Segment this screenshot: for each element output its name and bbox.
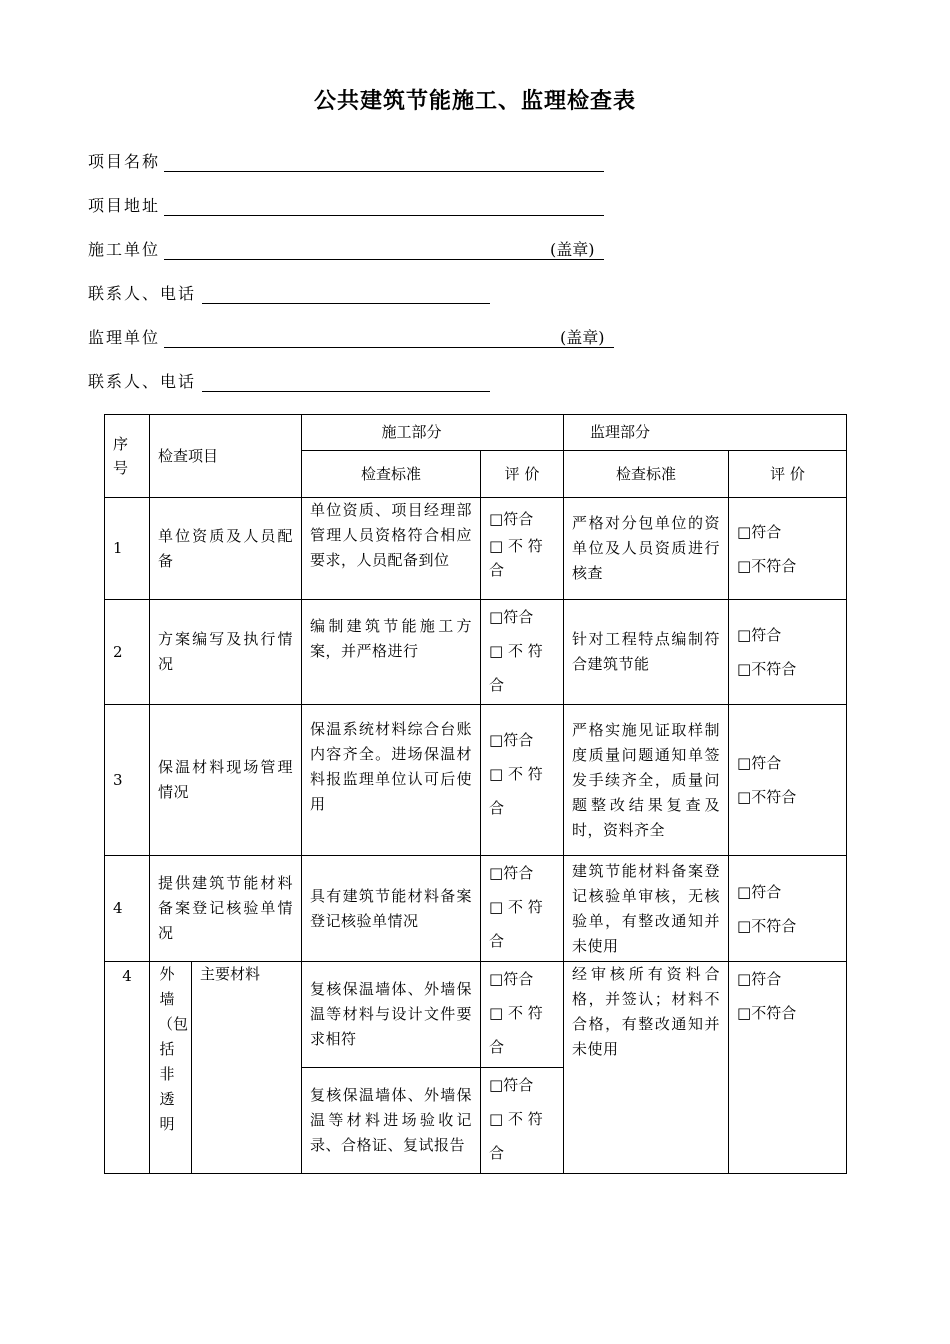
supervision-header: 监理部分 — [564, 415, 847, 451]
contractor-label: 施工单位 — [88, 240, 161, 259]
checkbox-icon: □ — [489, 898, 504, 916]
contractor-contact-label: 联系人、电话 — [88, 284, 197, 303]
checkbox-icon: □ — [489, 864, 504, 882]
row-sup-evaluation — [729, 856, 847, 962]
checkbox-icon: □ — [737, 788, 752, 806]
conform-checkbox[interactable]: □符合 — [737, 970, 782, 988]
checkbox-icon: □ — [489, 731, 504, 749]
project-address-line[interactable] — [164, 215, 604, 216]
row-sup-evaluation — [729, 600, 847, 705]
checkbox-icon: □ — [489, 970, 504, 988]
row-evaluation-a — [481, 962, 564, 1068]
row-sup-standard: 建筑节能材料备案登记核验单审核，无核验单，有整改通知并未使用 — [564, 856, 729, 962]
table-row — [105, 600, 847, 705]
row-sup-standard: 严格实施见证取样制度质量问题通知单签发手续齐全，质量问题整改结果复查及时，资料齐全 — [564, 705, 729, 856]
checkbox-icon: □ — [737, 626, 752, 644]
supervisor-seal: (盖章) — [560, 328, 605, 347]
row-evaluation — [481, 705, 564, 856]
contractor-field — [88, 238, 160, 262]
nonconform-checkbox[interactable]: □不符合 — [737, 660, 797, 678]
conform-checkbox[interactable]: □符合 — [737, 522, 782, 541]
supervisor-label: 监理单位 — [88, 328, 161, 347]
nonconform-checkbox[interactable]: □ 不 符 合 — [489, 1110, 543, 1162]
conform-checkbox[interactable]: □符合 — [737, 626, 782, 644]
nonconform-checkbox[interactable]: □不符合 — [737, 556, 797, 575]
row-category: 外墙（包括非透明 — [150, 962, 192, 1174]
row-item: 方案编写及执行情况 — [150, 600, 302, 705]
conform-checkbox[interactable]: □符合 — [489, 970, 534, 988]
nonconform-checkbox[interactable]: □ 不 符 合 — [489, 1004, 543, 1056]
seq-header: 序号 — [105, 415, 150, 498]
checkbox-icon: □ — [737, 522, 752, 541]
row-sup-evaluation — [729, 498, 847, 600]
row-seq: 2 — [105, 600, 150, 705]
conform-checkbox[interactable]: □符合 — [737, 754, 782, 772]
checkbox-icon: □ — [737, 970, 752, 988]
row-evaluation — [481, 600, 564, 705]
row-sup-evaluation — [729, 962, 847, 1174]
sup-evaluation-header: 评 价 — [729, 451, 847, 498]
row-sup-standard: 严格对分包单位的资单位及人员资质进行核查 — [564, 498, 729, 600]
conform-checkbox[interactable]: □符合 — [737, 882, 782, 901]
checkbox-icon: □ — [737, 916, 752, 935]
evaluation-header: 评 价 — [481, 451, 564, 498]
row-item: 单位资质及人员配备 — [150, 498, 302, 600]
conform-checkbox[interactable]: □符合 — [489, 510, 534, 528]
conform-checkbox[interactable]: □符合 — [489, 1076, 534, 1094]
row-standard: 保温系统材料综合台账内容齐全。进场保温材料报监理单位认可后使用 — [302, 705, 481, 856]
nonconform-checkbox[interactable]: □ 不 符 合 — [489, 537, 543, 579]
header-row-1 — [105, 415, 847, 451]
inspection-table — [104, 414, 847, 1174]
supervisor-field — [88, 326, 160, 350]
checkbox-icon: □ — [737, 754, 752, 772]
supervisor-contact-field — [88, 370, 196, 394]
row-subitem: 主要材料 — [192, 962, 302, 1174]
row-standard-a: 复核保温墙体、外墙保温等材料与设计文件要求相符 — [302, 962, 481, 1068]
table-row — [105, 705, 847, 856]
contractor-seal: (盖章) — [550, 240, 595, 259]
table-row — [105, 498, 847, 600]
checkbox-icon: □ — [489, 1110, 504, 1128]
item-header: 检查项目 — [150, 415, 302, 498]
conform-checkbox[interactable]: □符合 — [489, 864, 534, 882]
checkbox-icon: □ — [489, 1004, 504, 1022]
checkbox-icon: □ — [737, 660, 752, 678]
project-name-field — [88, 150, 160, 174]
row-evaluation — [481, 856, 564, 962]
nonconform-checkbox[interactable]: □ 不 符 合 — [489, 642, 543, 694]
row-item: 保温材料现场管理情况 — [150, 705, 302, 856]
checkbox-icon: □ — [737, 882, 752, 901]
supervisor-contact-label: 联系人、电话 — [88, 372, 197, 391]
supervisor-line[interactable] — [164, 347, 614, 348]
conform-checkbox[interactable]: □符合 — [489, 608, 534, 626]
table-row — [105, 856, 847, 962]
project-address-field — [88, 194, 160, 218]
checkbox-icon: □ — [489, 642, 504, 660]
contractor-contact-field — [88, 282, 196, 306]
checkbox-icon: □ — [489, 765, 504, 783]
project-name-label: 项目名称 — [88, 152, 161, 171]
project-name-line[interactable] — [164, 171, 604, 172]
construction-header: 施工部分 — [302, 415, 564, 451]
row-item: 提供建筑节能材料备案登记核验单情况 — [150, 856, 302, 962]
project-address-label: 项目地址 — [88, 196, 161, 215]
page-title: 公共建筑节能施工、监理检查表 — [313, 89, 636, 114]
nonconform-checkbox[interactable]: □ 不 符 合 — [489, 898, 543, 950]
checkbox-icon: □ — [489, 510, 504, 528]
row-evaluation-b — [481, 1068, 564, 1174]
supervisor-contact-line[interactable] — [202, 391, 490, 392]
standard-header: 检查标准 — [302, 451, 481, 498]
conform-checkbox[interactable]: □符合 — [489, 731, 534, 749]
row-sup-evaluation — [729, 705, 847, 856]
table-row — [105, 962, 847, 1068]
row-standard-b: 复核保温墙体、外墙保温等材料进场验收记录、合格证、复试报告 — [302, 1068, 481, 1174]
nonconform-checkbox[interactable]: □ 不 符 合 — [489, 765, 543, 817]
row-seq: 4 — [105, 962, 150, 1174]
nonconform-checkbox[interactable]: □不符合 — [737, 916, 797, 935]
row-seq: 4 — [105, 856, 150, 962]
contractor-contact-line[interactable] — [202, 303, 490, 304]
checkbox-icon: □ — [489, 608, 504, 626]
nonconform-checkbox[interactable]: □不符合 — [737, 788, 797, 806]
checkbox-icon: □ — [489, 537, 504, 555]
checkbox-icon: □ — [737, 1004, 752, 1022]
row-sup-standard: 经审核所有资料合格，并签认；材料不合格，有整改通知并未使用 — [564, 962, 729, 1174]
row-standard: 单位资质、项目经理部管理人员资格符合相应要求，人员配备到位 — [302, 498, 481, 600]
checkbox-icon: □ — [737, 556, 752, 575]
sup-standard-header: 检查标准 — [564, 451, 729, 498]
row-evaluation — [481, 498, 564, 600]
row-standard: 具有建筑节能材料备案登记核验单情况 — [302, 856, 481, 962]
checkbox-icon: □ — [489, 1076, 504, 1094]
row-standard: 编制建筑节能施工方案，并严格进行 — [302, 600, 481, 705]
row-seq: 3 — [105, 705, 150, 856]
contractor-line[interactable] — [164, 259, 604, 260]
nonconform-checkbox[interactable]: □不符合 — [737, 1004, 797, 1022]
row-seq: 1 — [105, 498, 150, 600]
row-sup-standard: 针对工程特点编制符合建筑节能 — [564, 600, 729, 705]
